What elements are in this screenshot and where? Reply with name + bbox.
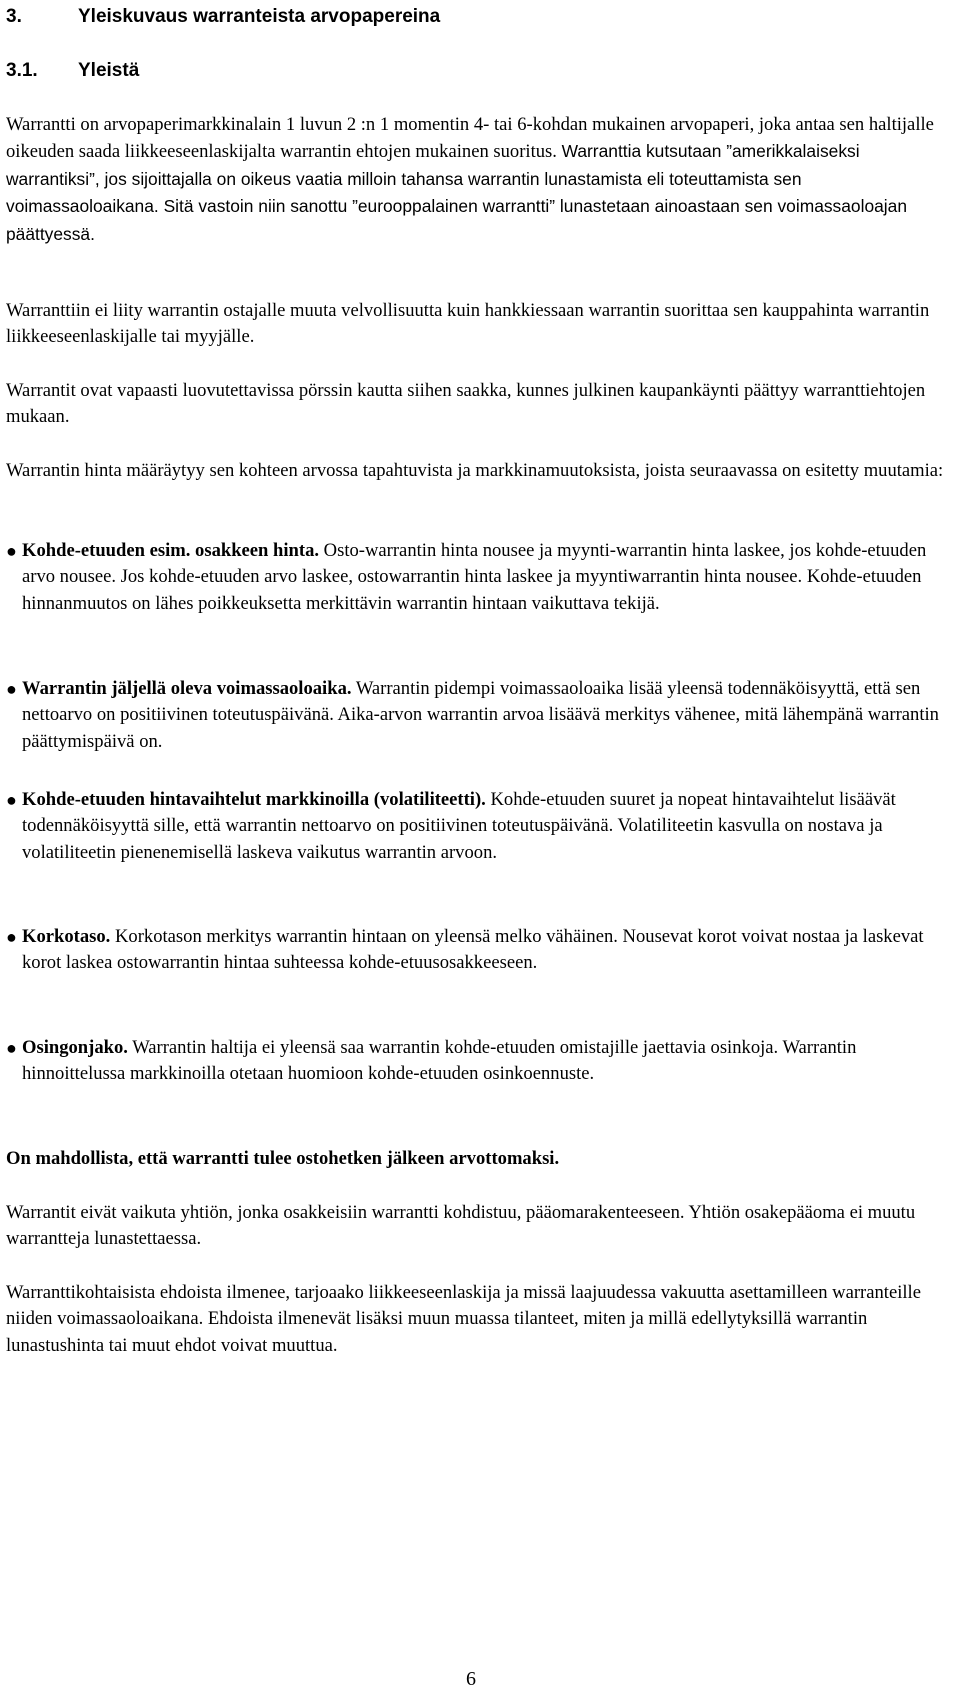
list-item bbox=[6, 924, 944, 977]
paragraph-pricing-intro: Warrantin hinta määräytyy sen kohteen arvossa tapahtuvista ja markkinamuutoksista, joista seuraavassa on esitetty muutamia: bbox=[6, 460, 944, 481]
list-item bbox=[6, 676, 944, 755]
list-item-title: Kohde-etuuden hintavaihtelut markkinoilla (volatiliteetti). bbox=[22, 789, 486, 810]
subsection-heading bbox=[6, 58, 139, 84]
paragraph-transferability: Warrantit ovat vapaasti luovutettavissa pörssin kautta siihen saakka, kunnes julkinen kaupankäynti päättyy warranttiehtojen mukaan. bbox=[6, 380, 926, 428]
bullet-icon: ● bbox=[6, 790, 17, 810]
list-item bbox=[6, 787, 944, 866]
subsection-title: Yleistä bbox=[78, 60, 140, 81]
list-item-title: Osingonjako. bbox=[22, 1037, 128, 1058]
list-item bbox=[6, 538, 944, 617]
bullet-icon: ● bbox=[6, 679, 17, 699]
list-item-title: Warrantin jäljellä oleva voimassaoloaika. bbox=[22, 678, 352, 699]
list-item-title: Korkotaso. bbox=[22, 926, 111, 947]
paragraph-text: Warrantti on arvopaperimarkkinalain 1 luvun 2 :n 1 momentin 4- tai 6-kohdan mukainen arvopaperi, joka antaa sen haltijalle oikeuden saada liikkeeseenlaskijalta warrantin ehtojen mukainen suoritus. bbox=[6, 114, 934, 163]
list-item-title: Kohde-etuuden esim. osakkeen hinta. bbox=[22, 540, 320, 561]
bullet-icon: ● bbox=[6, 1038, 17, 1058]
section-number: 3. bbox=[6, 6, 22, 27]
paragraph-text: Warranttia kutsutaan ”amerikkalaiseksi warrantiksi”, jos sijoittajalla on oikeus vaatia milloin tahansa warrantin lunastamista eli toteuttamista sen voimassaoloaikana. Sitä vastoin niin sanottu ”eurooppalainen warrantti” lunastetaan ainoastaan sen voimassaoloajan päättyessä. bbox=[6, 141, 908, 244]
page-number: 6 bbox=[466, 1668, 476, 1690]
section-title: Yleiskuvaus warranteista arvopapereina bbox=[78, 6, 441, 27]
bullet-icon: ● bbox=[6, 541, 17, 561]
section-heading bbox=[6, 4, 440, 30]
paragraph-collateral: Warranttikohtaisista ehdoista ilmenee, tarjoaako liikkeeseenlaskija ja missä laajuudessa vakuutta asettamilleen warranteille niiden voimassaoloaikana. Ehdoista ilmenevät lisäksi muun muassa tilanteet, miten ja millä edellytyksillä warrantin lunastushinta tai muut ehdot voivat muuttua. bbox=[6, 1282, 921, 1356]
paragraph-worthless-warning: On mahdollista, että warrantti tulee ostohetken jälkeen arvottomaksi. bbox=[6, 1148, 560, 1169]
list-item-text: Warrantin pidempi voimassaoloaika lisää yleensä todennäköisyyttä, että sen nettoarvo on positiivinen toteutuspäivänä. Aika-arvon warrantin arvoa lisäävä merkitys vähenee, mitä lähempänä warrantin päättymispäivä on. bbox=[22, 678, 939, 752]
paragraph-capital-structure: Warrantit eivät vaikuta yhtiön, jonka osakkeisiin warrantti kohdistuu, pääomarakenteeseen. Yhtiön osakepääoma ei muutu warrantteja lunastettaessa. bbox=[6, 1202, 916, 1250]
paragraph-obligation: Warranttiin ei liity warrantin ostajalle muuta velvollisuutta kuin hankkiessaan warrantin suorittaa sen kauppahinta warrantin liikkeeseenlaskijalle tai myyjälle. bbox=[6, 300, 930, 348]
list-item-text: Korkotason merkitys warrantin hintaan on yleensä melko vähäinen. Nousevat korot voivat nostaa ja laskevat korot laskea ostowarrantin hintaa suhteessa kohde-etuusosakkeeseen. bbox=[22, 926, 924, 974]
paragraph-warrant-definition bbox=[6, 112, 944, 248]
list-item bbox=[6, 1035, 944, 1088]
bullet-icon: ● bbox=[6, 927, 17, 947]
list-item-text: Kohde-etuuden suuret ja nopeat hintavaihtelut lisäävät todennäköisyyttä sille, että warrantin nettoarvo on positiivinen toteutuspäivänä. Volatiliteetin kasvulla on nostava ja volatiliteetin pienenemisellä laskeva vaikutus warrantin arvoon. bbox=[22, 789, 896, 863]
list-item-text: Warrantin haltija ei yleensä saa warrantin kohde-etuuden omistajille jaettavia osinkoja. Warrantin hinnoittelussa markkinoilla otetaan huomioon kohde-etuuden osinkoennuste. bbox=[22, 1037, 857, 1085]
subsection-number: 3.1. bbox=[6, 60, 38, 81]
list-item-text: Osto-warrantin hinta nousee ja myynti-warrantin hinta laskee, jos kohde-etuuden arvo nousee. Jos kohde-etuuden arvo laskee, ostowarrantin hinta laskee ja myyntiwarrantin hinta nousee. Kohde-etuuden hinnanmuutos on lähes poikkeuksetta merkittävin warrantin hintaan vaikuttava tekijä. bbox=[22, 540, 927, 614]
